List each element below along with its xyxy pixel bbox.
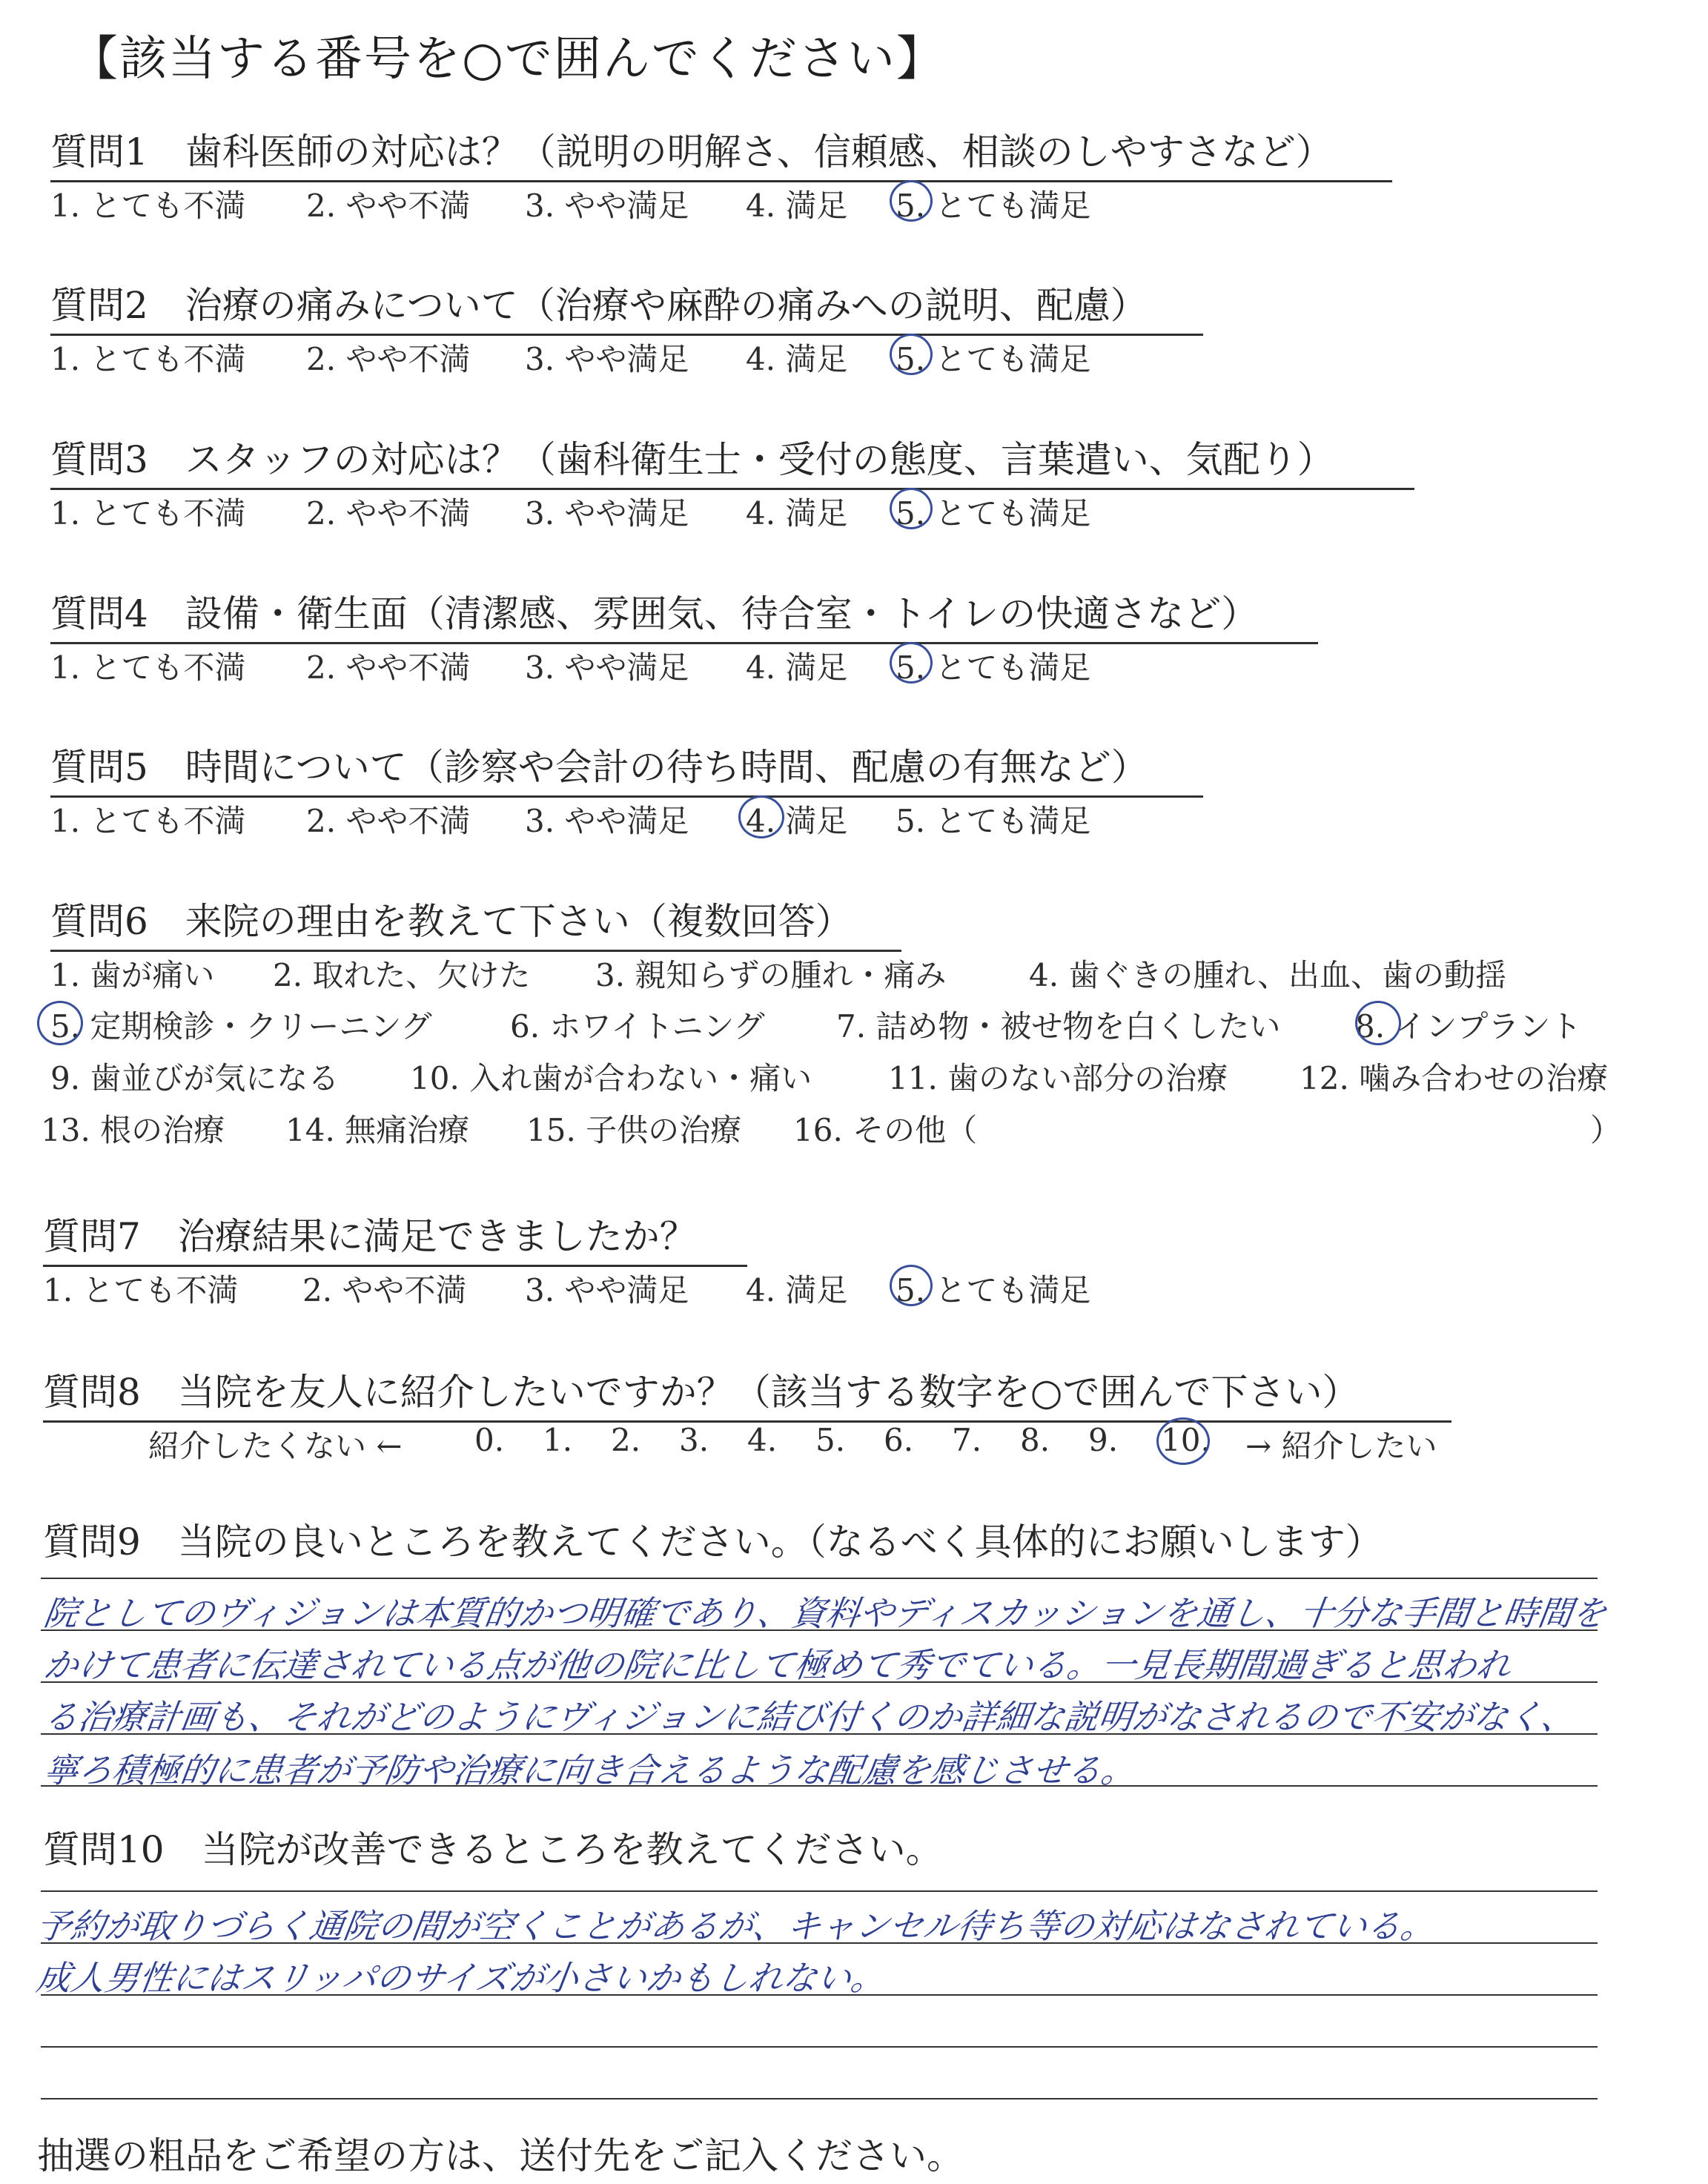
q10-answer-line-1: 予約が取りづらく通院の間が空くことがあるが、キャンセル待ち等の対応はなされている。 <box>33 1906 1438 1946</box>
q7-option-4[interactable]: 4. 満足 <box>746 1272 848 1308</box>
q6-option-6[interactable]: 6. ホワイトニング <box>510 1008 765 1045</box>
q5-option-1[interactable]: 1. とても不満 <box>50 803 246 839</box>
q6-option-11[interactable]: 11. 歯のない部分の治療 <box>888 1060 1228 1096</box>
q1-option-5[interactable]: 5. とても満足 <box>896 188 1091 224</box>
q10-answer-line-2: 成人男性にはスリッパのサイズが小さいかもしれない。 <box>33 1958 888 1998</box>
q2-option-3[interactable]: 3. やや満足 <box>525 341 689 377</box>
q6-option-7[interactable]: 7. 詰め物・被せ物を白くしたい <box>836 1008 1281 1045</box>
q6-option-12[interactable]: 12. 噛み合わせの治療 <box>1300 1060 1609 1096</box>
q6-option-16[interactable]: 16. その他（ <box>793 1112 978 1148</box>
q1-option-2[interactable]: 2. やや不満 <box>306 188 471 224</box>
q6-option-1[interactable]: 1. 歯が痛い <box>50 957 215 993</box>
question-3-title: 質問3 スタッフの対応は？（歯科衛生士・受付の態度、言葉遣い、気配り） <box>50 430 1414 490</box>
q7-selected-circle <box>890 1265 933 1306</box>
q6-option-13[interactable]: 13. 根の治療 <box>41 1112 225 1148</box>
q6-selected-circle-5 <box>37 1001 83 1045</box>
q1-option-3[interactable]: 3. やや満足 <box>525 188 689 224</box>
q5-selected-circle <box>738 795 784 838</box>
question-8-title: 質問8 当院を友人に紹介したいですか？（該当する数字を○で囲んで下さい） <box>43 1363 1452 1423</box>
footer-instruction: 抽選の粗品をご希望の方は、送付先をご記入ください。 <box>37 2134 964 2177</box>
q7-option-1[interactable]: 1. とても不満 <box>43 1272 239 1308</box>
q4-option-1[interactable]: 1. とても不満 <box>50 649 246 686</box>
q6-option-15[interactable]: 15. 子供の治療 <box>526 1112 742 1148</box>
q8-number-2[interactable]: 2. <box>611 1422 641 1458</box>
q3-option-5[interactable]: 5. とても満足 <box>896 495 1091 532</box>
q1-option-1[interactable]: 1. とても不満 <box>50 188 246 224</box>
q10-rule-1 <box>41 1890 1598 1892</box>
q5-option-2[interactable]: 2. やや不満 <box>306 803 471 839</box>
q8-selected-circle <box>1156 1417 1210 1465</box>
question-9-title: 質問9 当院の良いところを教えてください。（なるべく具体的にお願いします） <box>43 1520 1383 1563</box>
question-7-title: 質問7 治療結果に満足できましたか？ <box>43 1207 747 1267</box>
q6-option-10[interactable]: 10. 入れ歯が合わない・痛い <box>410 1060 812 1096</box>
q4-option-2[interactable]: 2. やや不満 <box>306 649 471 686</box>
q6-option-8[interactable]: 8. インプラント <box>1355 1008 1582 1045</box>
q9-answer-line-1: 院としてのヴィジョンは本質的かつ明確であり、資料やディスカッションを通し、十分な手間と時間を <box>41 1593 1609 1633</box>
q6-option-3[interactable]: 3. 親知らずの腫れ・痛み <box>595 957 947 993</box>
q3-option-1[interactable]: 1. とても不満 <box>50 495 246 532</box>
q3-selected-circle <box>890 488 933 529</box>
question-4-title: 質問4 設備・衛生面（清潔感、雰囲気、待合室・トイレの快適さなど） <box>50 584 1318 644</box>
q8-number-10[interactable]: 10. <box>1161 1422 1211 1458</box>
q3-option-3[interactable]: 3. やや満足 <box>525 495 689 532</box>
q9-answer-line-3: る治療計画も、それがどのようにヴィジョンに結び付くのか詳細な説明がなされるので不安がなく、 <box>41 1697 1578 1737</box>
q8-number-6[interactable]: 6. <box>884 1422 914 1458</box>
q6-option-2[interactable]: 2. 取れた、欠けた <box>273 957 531 993</box>
q2-option-1[interactable]: 1. とても不満 <box>50 341 246 377</box>
q1-selected-circle <box>890 180 933 222</box>
question-6-title: 質問6 来院の理由を教えて下さい（複数回答） <box>50 892 901 952</box>
q7-option-5[interactable]: 5. とても満足 <box>896 1272 1091 1308</box>
q2-option-5[interactable]: 5. とても満足 <box>896 341 1091 377</box>
q2-option-2[interactable]: 2. やや不満 <box>306 341 471 377</box>
question-1-title: 質問1 歯科医師の対応は？（説明の明解さ、信頼感、相談のしやすさなど） <box>50 122 1392 182</box>
question-2-title: 質問2 治療の痛みについて（治療や麻酔の痛みへの説明、配慮） <box>50 276 1203 336</box>
q8-number-1[interactable]: 1. <box>543 1422 573 1458</box>
q5-option-4[interactable]: 4. 満足 <box>746 803 848 839</box>
q9-rule-1 <box>41 1578 1598 1579</box>
q3-option-4[interactable]: 4. 満足 <box>746 495 848 532</box>
question-5-title: 質問5 時間について（診察や会計の待ち時間、配慮の有無など） <box>50 738 1203 798</box>
q8-number-7[interactable]: 7. <box>952 1422 982 1458</box>
q9-answer-line-4: 寧ろ積極的に患者が予防や治療に向き合えるような配慮を感じさせる。 <box>41 1750 1139 1790</box>
q7-option-2[interactable]: 2. やや不満 <box>302 1272 467 1308</box>
q6-option-9[interactable]: 9. 歯並びが気になる <box>50 1060 340 1096</box>
q3-option-2[interactable]: 2. やや不満 <box>306 495 471 532</box>
q8-number-3[interactable]: 3. <box>679 1422 709 1458</box>
q8-number-9[interactable]: 9. <box>1088 1422 1119 1458</box>
q4-selected-circle <box>890 642 933 684</box>
q6-other-close: ） <box>1590 1112 1622 1148</box>
q1-option-4[interactable]: 4. 満足 <box>746 188 848 224</box>
q8-number-8[interactable]: 8. <box>1020 1422 1050 1458</box>
q10-rule-4 <box>41 2046 1598 2048</box>
q8-left-label: 紹介したくない ← <box>148 1428 403 1464</box>
q6-option-4[interactable]: 4. 歯ぐきの腫れ、出血、歯の動揺 <box>1029 957 1506 993</box>
q7-option-3[interactable]: 3. やや満足 <box>525 1272 689 1308</box>
q2-option-4[interactable]: 4. 満足 <box>746 341 848 377</box>
q5-option-5[interactable]: 5. とても満足 <box>896 803 1091 839</box>
q10-rule-5 <box>41 2098 1598 2099</box>
q8-number-4[interactable]: 4. <box>747 1422 778 1458</box>
q9-answer-line-2: かけて患者に伝達されている点が他の院に比して極めて秀でている。一見長期間過ぎると思われ <box>41 1645 1514 1685</box>
q6-selected-circle-8 <box>1355 1001 1401 1045</box>
q4-option-5[interactable]: 5. とても満足 <box>896 649 1091 686</box>
question-10-title: 質問10 当院が改善できるところを教えてください。 <box>43 1828 943 1871</box>
q2-selected-circle <box>890 334 933 375</box>
q8-number-5[interactable]: 5. <box>815 1422 846 1458</box>
q8-right-label: → 紹介したい <box>1245 1428 1437 1464</box>
q5-option-3[interactable]: 3. やや満足 <box>525 803 689 839</box>
q8-number-0[interactable]: 0. <box>474 1422 505 1458</box>
q6-option-14[interactable]: 14. 無痛治療 <box>285 1112 470 1148</box>
q6-option-5[interactable]: 5. 定期検診・クリーニング <box>50 1008 432 1045</box>
page-header: 【該当する番号を○で囲んでください】 <box>70 32 945 87</box>
q4-option-3[interactable]: 3. やや満足 <box>525 649 689 686</box>
q4-option-4[interactable]: 4. 満足 <box>746 649 848 686</box>
